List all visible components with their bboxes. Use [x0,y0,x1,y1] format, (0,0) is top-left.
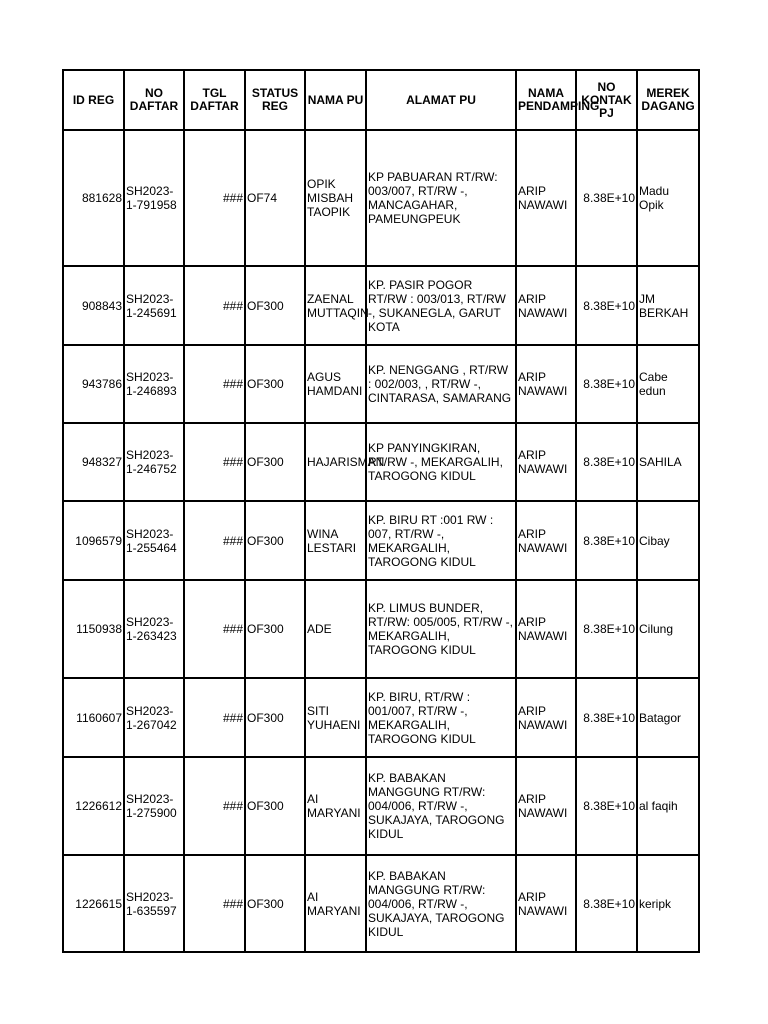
status-reg-cell: OF300 [245,580,305,678]
nama-pendamping-cell: ARIP NAWAWI [516,757,576,855]
nama-pendamping-cell: ARIP NAWAWI [516,580,576,678]
no-daftar-cell: SH2023-1-267042 [124,678,184,757]
tgl-daftar-cell: ### [184,345,245,423]
merek-dagang-cell: JM BERKAH [637,266,699,345]
nama-pendamping-cell: ARIP NAWAWI [516,266,576,345]
column-header: NAMA PENDAMPING [516,70,576,130]
table-row [63,266,699,345]
merek-dagang-cell: keripk [637,855,699,952]
alamat-pu-cell: KP. PASIR POGOR RT/RW : 003/013, RT/RW -, SUKANEGLA, GARUT KOTA [366,266,516,345]
no-daftar-cell: SH2023-1-275900 [124,757,184,855]
no-kontak-pj-cell: 8.38E+10 [576,266,637,345]
spreadsheet-page [62,69,698,953]
tgl-daftar-cell: ### [184,423,245,501]
tgl-daftar-cell: ### [184,501,245,580]
merek-dagang-cell: Cilung [637,580,699,678]
alamat-pu-cell: KP. BIRU, RT/RW : 001/007, RT/RW -, MEKARGALIH, TAROGONG KIDUL [366,678,516,757]
column-header: TGL DAFTAR [184,70,245,130]
column-header: MEREK DAGANG [637,70,699,130]
tgl-daftar-cell: ### [184,580,245,678]
id-reg-cell: 1160607 [63,678,124,757]
id-reg-cell: 1226612 [63,757,124,855]
id-reg-cell: 1226615 [63,855,124,952]
no-kontak-pj-cell: 8.38E+10 [576,580,637,678]
merek-dagang-cell: Cibay [637,501,699,580]
merek-dagang-cell: al faqih [637,757,699,855]
tgl-daftar-cell: ### [184,678,245,757]
no-daftar-cell: SH2023-1-255464 [124,501,184,580]
merek-dagang-cell: Batagor [637,678,699,757]
nama-pendamping-cell: ARIP NAWAWI [516,501,576,580]
no-daftar-cell: SH2023-1-791958 [124,130,184,266]
table-row [63,855,699,952]
nama-pu-cell: ZAENAL MUTTAQIN [305,266,366,345]
nama-pendamping-cell: ARIP NAWAWI [516,678,576,757]
nama-pendamping-cell: ARIP NAWAWI [516,345,576,423]
table-body [63,130,699,952]
table-row [63,423,699,501]
table-row [63,501,699,580]
tgl-daftar-cell: ### [184,757,245,855]
status-reg-cell: OF300 [245,345,305,423]
table-row [63,757,699,855]
header-row [63,70,699,130]
no-kontak-pj-cell: 8.38E+10 [576,855,637,952]
status-reg-cell: OF300 [245,855,305,952]
merek-dagang-cell: Cabe edun [637,345,699,423]
nama-pendamping-cell: ARIP NAWAWI [516,855,576,952]
merek-dagang-cell: SAHILA [637,423,699,501]
status-reg-cell: OF300 [245,423,305,501]
nama-pendamping-cell: ARIP NAWAWI [516,423,576,501]
nama-pu-cell: AI MARYANI [305,855,366,952]
status-reg-cell: OF300 [245,757,305,855]
status-reg-cell: OF300 [245,266,305,345]
nama-pu-cell: OPIK MISBAH TAOPIK [305,130,366,266]
nama-pu-cell: ADE [305,580,366,678]
nama-pu-cell: AGUS HAMDANI [305,345,366,423]
status-reg-cell: OF300 [245,501,305,580]
nama-pendamping-cell: ARIP NAWAWI [516,130,576,266]
no-kontak-pj-cell: 8.38E+10 [576,501,637,580]
column-header: NO KONTAK PJ [576,70,637,130]
column-header: NAMA PU [305,70,366,130]
id-reg-cell: 1150938 [63,580,124,678]
status-reg-cell: OF74 [245,130,305,266]
table-row [63,130,699,266]
no-kontak-pj-cell: 8.38E+10 [576,757,637,855]
alamat-pu-cell: KP. BIRU RT :001 RW : 007, RT/RW -, MEKARGALIH, TAROGONG KIDUL [366,501,516,580]
nama-pu-cell: SITI YUHAENI [305,678,366,757]
id-reg-cell: 908843 [63,266,124,345]
alamat-pu-cell: KP PANYINGKIRAN, RT/RW -, MEKARGALIH, TAROGONG KIDUL [366,423,516,501]
table-row [63,345,699,423]
no-daftar-cell: SH2023-1-245691 [124,266,184,345]
alamat-pu-cell: KP. BABAKAN MANGGUNG RT/RW: 004/006, RT/RW -, SUKAJAYA, TAROGONG KIDUL [366,855,516,952]
table-row [63,580,699,678]
no-daftar-cell: SH2023-1-246893 [124,345,184,423]
nama-pu-cell: WINA LESTARI [305,501,366,580]
table-row [63,678,699,757]
column-header: STATUS REG [245,70,305,130]
no-daftar-cell: SH2023-1-246752 [124,423,184,501]
id-reg-cell: 948327 [63,423,124,501]
alamat-pu-cell: KP PABUARAN RT/RW: 003/007, RT/RW -, MANCAGAHAR, PAMEUNGPEUK [366,130,516,266]
column-header: NO DAFTAR [124,70,184,130]
alamat-pu-cell: KP. NENGGANG , RT/RW : 002/003, , RT/RW -, CINTARASA, SAMARANG [366,345,516,423]
registration-table [62,69,700,953]
tgl-daftar-cell: ### [184,266,245,345]
no-daftar-cell: SH2023-1-635597 [124,855,184,952]
nama-pu-cell: HAJARISMAN [305,423,366,501]
no-daftar-cell: SH2023-1-263423 [124,580,184,678]
nama-pu-cell: AI MARYANI [305,757,366,855]
alamat-pu-cell: KP. BABAKAN MANGGUNG RT/RW: 004/006, RT/RW -, SUKAJAYA, TAROGONG KIDUL [366,757,516,855]
no-kontak-pj-cell: 8.38E+10 [576,678,637,757]
no-kontak-pj-cell: 8.38E+10 [576,345,637,423]
id-reg-cell: 943786 [63,345,124,423]
id-reg-cell: 881628 [63,130,124,266]
no-kontak-pj-cell: 8.38E+10 [576,423,637,501]
column-header: ID REG [63,70,124,130]
alamat-pu-cell: KP. LIMUS BUNDER, RT/RW: 005/005, RT/RW -, MEKARGALIH, TAROGONG KIDUL [366,580,516,678]
no-kontak-pj-cell: 8.38E+10 [576,130,637,266]
merek-dagang-cell: Madu Opik [637,130,699,266]
column-header: ALAMAT PU [366,70,516,130]
tgl-daftar-cell: ### [184,130,245,266]
tgl-daftar-cell: ### [184,855,245,952]
status-reg-cell: OF300 [245,678,305,757]
id-reg-cell: 1096579 [63,501,124,580]
